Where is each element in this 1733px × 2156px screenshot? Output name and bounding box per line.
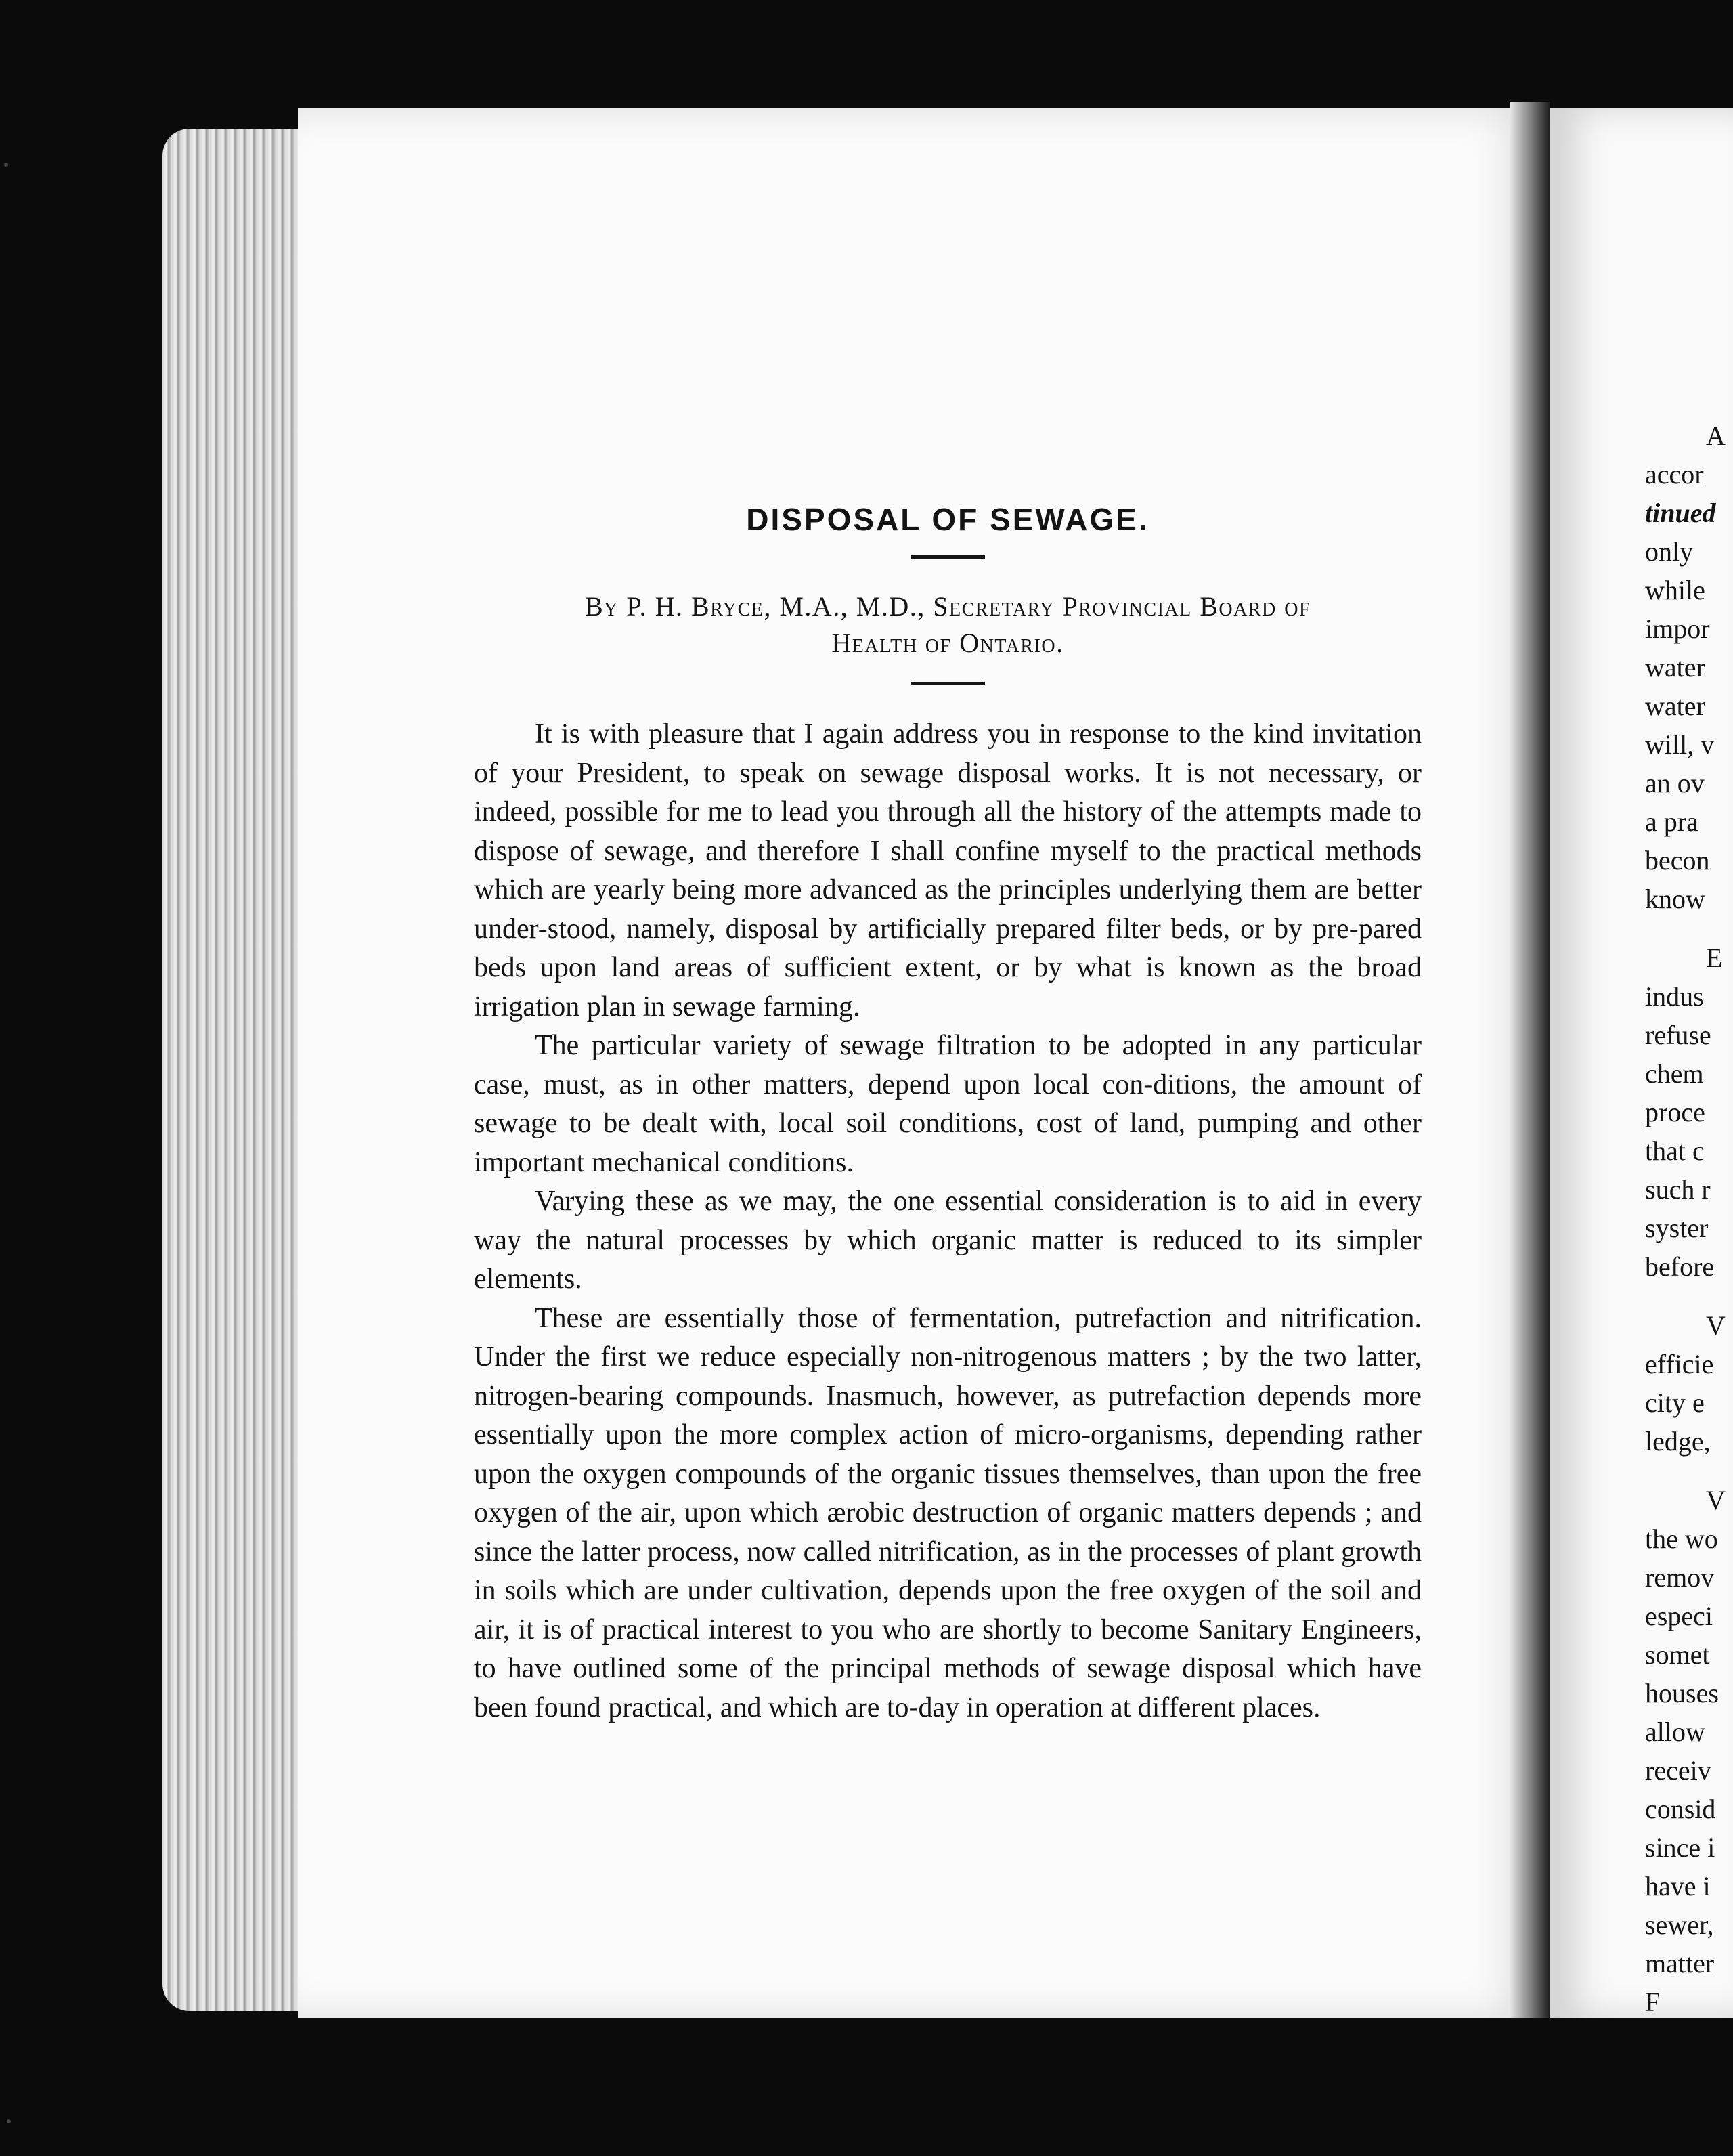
right-page-line: ledge, (1645, 1426, 1711, 1457)
film-speck (4, 163, 8, 167)
right-page-line: proce (1645, 1097, 1705, 1127)
article (474, 501, 1422, 1727)
right-page-line: water (1645, 691, 1705, 721)
right-page-line: accor (1645, 459, 1704, 490)
right-page-line: since i (1645, 1832, 1715, 1863)
paragraph-3: Varying these as we may, the one essential consideration is to aid in every way the natural processes by which organic matter is reduced to its simpler elements. (474, 1186, 1422, 1295)
right-page-line: somet (1645, 1639, 1710, 1670)
right-page-line: especi (1645, 1601, 1713, 1631)
right-page-line: receiv (1645, 1755, 1711, 1786)
right-page-line: consid (1645, 1794, 1716, 1824)
byline (474, 588, 1422, 662)
right-page-line: a pra (1645, 806, 1698, 837)
right-page-line: chem (1645, 1058, 1704, 1089)
book-gutter (1510, 102, 1550, 2018)
paragraph-4: These are essentially those of fermentation, putrefaction and nitrification. Under the first we reduce especially non-nitrogenous matters ; by the two latter, nitrogen-bearing compounds. Inasmuch, however, as putrefaction depends more essentially upon the more complex action of micro-organisms, depending rather upon the oxygen compounds of the organic tissues themselves, than upon the free oxygen of the air, upon which ærobic destruction of organic matters depends ; and since the latter process, now called nitrification, as in the processes of plant growth in soils which are under cultivation, depends upon the free oxygen of the soil and air, it is of practical interest to you who are shortly to become Sanitary Engineers, to have outlined some of the principal methods of sewage disposal which have been found practical, and which are to-day in operation at different places. (474, 1302, 1422, 1723)
right-page-line: V (1706, 1310, 1726, 1341)
right-page-line: remov (1645, 1562, 1715, 1593)
right-page-line: efficie (1645, 1349, 1714, 1379)
paragraph-gap (1645, 1461, 1726, 1481)
title-rule (911, 555, 985, 559)
byline-rule (911, 682, 985, 685)
right-page-text (1645, 416, 1726, 2018)
right-page-line: city e (1645, 1387, 1705, 1418)
right-page-line: such r (1645, 1174, 1711, 1205)
right-page-line: F (1645, 1987, 1661, 2017)
right-page (1550, 108, 1733, 2018)
right-page-line: refuse (1645, 1020, 1711, 1050)
paragraph-gap (1645, 1286, 1726, 1306)
right-page-line: have i (1645, 1871, 1711, 1901)
right-page-line: will, v (1645, 729, 1715, 760)
right-page-line: an ov (1645, 768, 1705, 798)
right-page-line: while (1645, 575, 1705, 605)
right-page-line: tinued (1645, 498, 1716, 528)
right-page-line: syster (1645, 1213, 1709, 1243)
article-title: DISPOSAL OF SEWAGE. (746, 502, 1149, 537)
right-page-line: allow (1645, 1717, 1705, 1747)
byline-line-2: Health of Ontario. (831, 628, 1064, 658)
right-page-line: water (1645, 652, 1705, 683)
byline-line-1: By P. H. Bryce, M.A., M.D., Secretary Provincial Board of (584, 591, 1311, 622)
right-page-line: that c (1645, 1136, 1705, 1166)
right-page-line: indus (1645, 981, 1704, 1012)
right-page-line: E (1706, 943, 1723, 973)
paragraph-gap (1645, 918, 1726, 939)
film-speck (7, 2119, 11, 2123)
right-page-line: A (1706, 421, 1726, 451)
right-page-line: matter (1645, 1948, 1715, 1979)
right-page-line: becon (1645, 845, 1710, 876)
paragraph-1: It is with pleasure that I again address you in response to the kind invitation of your President, to speak on sewage disposal works. It is not necessary, or indeed, possible for me to lead you through all the history of the attempts made to dispose of sewage, and therefore I shall confine myself to the practical methods which are yearly being more advanced as the principles underlying them are better under-stood, namely, disposal by artificially prepared filter beds, or by pre-pared beds upon land areas of sufficient extent, or by what is known as the broad irrigation plan in sewage farming. (474, 718, 1422, 1022)
right-page-line: impor (1645, 613, 1710, 644)
paragraph-2: The particular variety of sewage filtration to be adopted in any particular case, must, as in other matters, depend upon local con-ditions, the amount of sewage to be dealt with, local soil conditions, cost of land, pumping and other important mechanical conditions. (474, 1030, 1422, 1178)
right-page-line: sewer, (1645, 1910, 1714, 1940)
right-page-line: know (1645, 884, 1705, 914)
right-page-line: the wo (1645, 1524, 1718, 1554)
right-page-line: only (1645, 536, 1694, 567)
right-page-line: before (1645, 1251, 1715, 1282)
right-page-line: houses (1645, 1678, 1719, 1708)
right-page-line: V (1706, 1485, 1726, 1515)
